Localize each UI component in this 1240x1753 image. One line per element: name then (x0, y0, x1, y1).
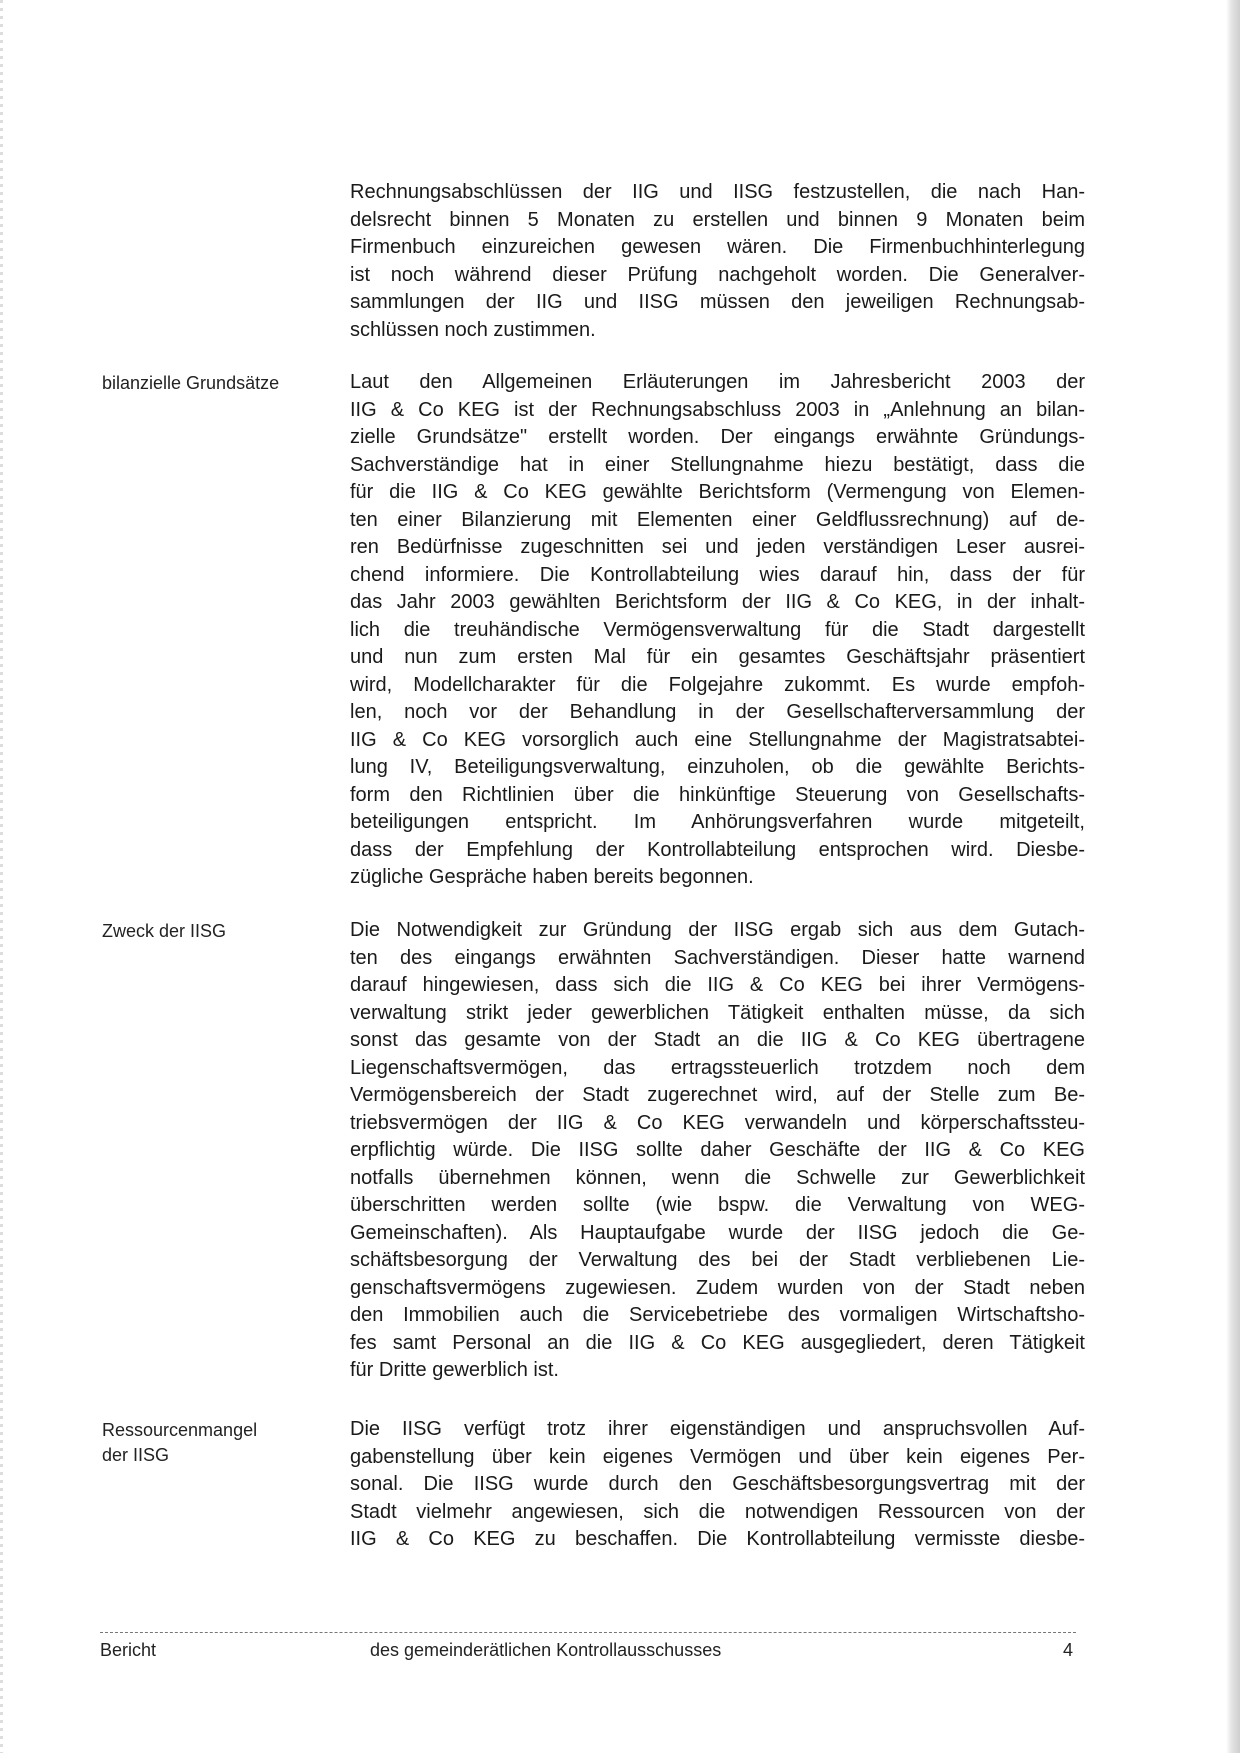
scan-edge-left (0, 0, 3, 1753)
footer-divider (100, 1632, 1076, 1633)
paragraph-line: sammlungen der IIG und IISG müssen den jeweiligen Rechnungsab- (350, 291, 1085, 313)
paragraph-line: zügliche Gespräche haben bereits begonnen. (350, 866, 754, 888)
page-number: 4 (1063, 1640, 1074, 1660)
paragraph-line: zielle Grundsätze" erstellt worden. Der eingangs erwähnte Gründungs- (350, 426, 1085, 448)
margin-note-line: bilanzielle Grundsätze (102, 373, 280, 393)
paragraph-line: Firmenbuch einzureichen gewesen wären. Die Firmenbuchhinterlegung (350, 236, 1085, 258)
paragraph-line: Liegenschaftsvermögen, das ertragssteuerlich trotzdem noch dem (350, 1056, 1085, 1079)
paragraph-line: ren Bedürfnisse zugeschnitten sei und jeden verständigen Leser ausrei- (350, 536, 1085, 558)
paragraph-line: Sachverständige hat in einer Stellungnahme hiezu bestätigt, dass die (350, 453, 1085, 476)
margin-note (102, 919, 226, 944)
paragraph-line: den Immobilien auch die Servicebetriebe des vormaligen Wirtschaftsho- (350, 1304, 1085, 1326)
paragraph-line: Die Notwendigkeit zur Gründung der IISG ergab sich aus dem Gutach- (350, 919, 1085, 941)
margin-note (102, 371, 279, 396)
paragraph-line: erpflichtig würde. Die IISG sollte daher Geschäfte der IIG & Co KEG (350, 1139, 1085, 1161)
paragraph-line: IIG & Co KEG zu beschaffen. Die Kontrollabteilung vermisste diesbe- (350, 1528, 1085, 1550)
paragraph-line: notfalls übernehmen können, wenn die Schwelle zur Gewerblichkeit (350, 1166, 1085, 1189)
paragraph-line: IIG & Co KEG vorsorglich auch eine Stellungnahme der Magistratsabtei- (350, 728, 1085, 751)
paragraph-line: IIG & Co KEG ist der Rechnungsabschluss 2003 in „Anlehnung an bilan- (350, 398, 1085, 421)
paragraph-line: und nun zum ersten Mal für ein gesamtes Geschäftsjahr präsentiert (350, 646, 1085, 668)
paragraph-line: genschaftsvermögens zugewiesen. Zudem wurden von der Stadt neben (350, 1276, 1085, 1299)
paragraph-line: für die IIG & Co KEG gewählte Berichtsform (Vermengung von Elemen- (350, 481, 1085, 503)
paragraph (350, 179, 1085, 344)
margin-note-line: Zweck der IISG (102, 921, 227, 941)
paragraph (350, 917, 1085, 1385)
paragraph-line: für Dritte gewerblich ist. (350, 1359, 559, 1381)
paragraph-line: fes samt Personal an die IIG & Co KEG ausgegliedert, deren Tätigkeit (350, 1331, 1085, 1354)
margin-note-line: Ressourcenmangel (102, 1420, 258, 1440)
paragraph-line: sonst das gesamte von der Stadt an die IIG & Co KEG übertragene (350, 1029, 1085, 1051)
paragraph-line: Laut den Allgemeinen Erläuterungen im Jahresbericht 2003 der (350, 371, 1085, 393)
paragraph-line: das Jahr 2003 gewählten Berichtsform der IIG & Co KEG, in der inhalt- (350, 591, 1085, 613)
paragraph-line: wird, Modellcharakter für die Folgejahre zukommt. Es wurde empfoh- (350, 673, 1085, 696)
margin-note (102, 1418, 257, 1467)
paragraph-line: len, noch vor der Behandlung in der Gesellschafterversammlung der (350, 701, 1085, 723)
paragraph-line: triebsvermögen der IIG & Co KEG verwandeln und körperschaftssteu- (350, 1111, 1085, 1134)
paragraph (350, 1416, 1085, 1554)
footer-center: des gemeinderätlichen Kontrollausschusses (370, 1640, 722, 1660)
paragraph-line: schäftsbesorgung der Verwaltung des bei der Stadt verbliebenen Lie- (350, 1249, 1085, 1271)
paragraph-line: Rechnungsabschlüssen der IIG und IISG festzustellen, die nach Han- (350, 181, 1085, 203)
paragraph-line: lich die treuhändische Vermögensverwaltung für die Stadt dargestellt (350, 618, 1085, 641)
paragraph-line: beteiligungen entspricht. Im Anhörungsverfahren wurde mitgeteilt, (350, 811, 1085, 833)
paragraph-line: delsrecht binnen 5 Monaten zu erstellen und binnen 9 Monaten beim (350, 208, 1085, 231)
paragraph-line: Die IISG verfügt trotz ihrer eigenständigen und anspruchsvollen Auf- (350, 1418, 1085, 1440)
paragraph-line: Vermögensbereich der Stadt zugerechnet wird, auf der Stelle zum Be- (350, 1084, 1085, 1106)
paragraph (350, 369, 1085, 892)
scan-edge-right (1226, 0, 1240, 1753)
paragraph-line: form den Richtlinien über die hinkünftige Steuerung von Gesellschafts- (350, 783, 1085, 806)
paragraph-line: schlüssen noch zustimmen. (350, 318, 596, 341)
paragraph-line: gabenstellung über kein eigenes Vermögen und über kein eigenes Per- (350, 1445, 1085, 1468)
footer-left: Bericht (100, 1640, 157, 1660)
paragraph-line: Stadt vielmehr angewiesen, sich die notwendigen Ressourcen von der (350, 1500, 1085, 1523)
paragraph-line: dass der Empfehlung der Kontrollabteilung entsprochen wird. Diesbe- (350, 838, 1085, 861)
paragraph-line: lung IV, Beteiligungsverwaltung, einzuholen, ob die gewählte Berichts- (350, 756, 1085, 778)
paragraph-line: chend informiere. Die Kontrollabteilung wies darauf hin, dass der für (350, 563, 1085, 586)
paragraph-line: überschritten werden sollte (wie bspw. die Verwaltung von WEG- (350, 1194, 1085, 1216)
margin-note-line: der IISG (102, 1444, 170, 1465)
paragraph-line: ten einer Bilanzierung mit Elementen einer Geldflussrechnung) auf de- (350, 508, 1085, 531)
paragraph-line: darauf hingewiesen, dass sich die IIG & Co KEG bei ihrer Vermögens- (350, 974, 1085, 996)
paragraph-line: ten des eingangs erwähnten Sachverständigen. Dieser hatte warnend (350, 946, 1085, 969)
paragraph-line: Gemeinschaften). Als Hauptaufgabe wurde der IISG jedoch die Ge- (350, 1221, 1085, 1244)
paragraph-line: sonal. Die IISG wurde durch den Geschäftsbesorgungsvertrag mit der (350, 1473, 1085, 1495)
paragraph-line: verwaltung strikt jeder gewerblichen Tätigkeit enthalten müsse, da sich (350, 1001, 1085, 1024)
paragraph-line: ist noch während dieser Prüfung nachgeholt worden. Die Generalver- (350, 263, 1085, 286)
